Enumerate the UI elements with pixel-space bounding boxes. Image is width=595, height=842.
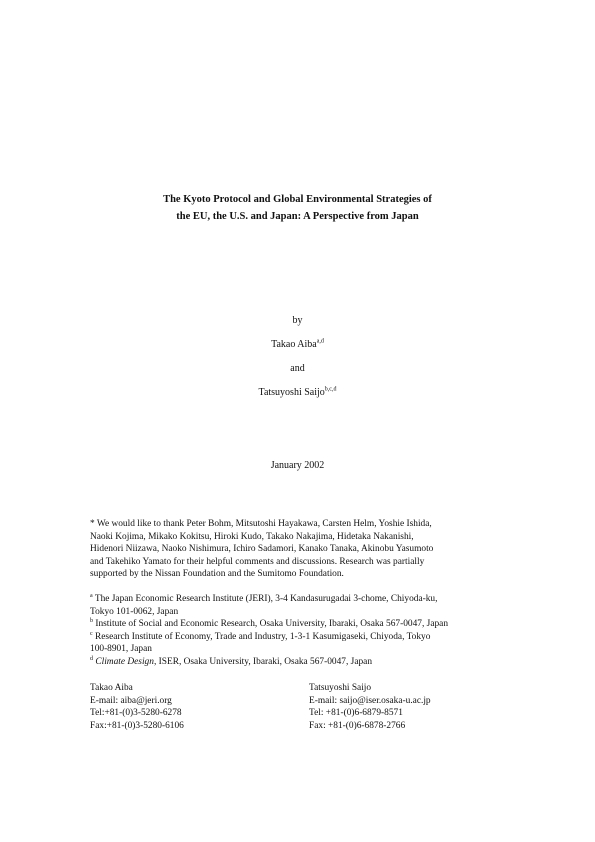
- affiliation-a-cont: Tokyo 101-0062, Japan: [90, 606, 179, 617]
- affiliation-d: $^d$ Climate Design, ISER, Osaka University, Ibaraki, Osaka 567-0047, Japan: [90, 655, 373, 667]
- ack-marker: *: [90, 519, 95, 529]
- affiliation-b: $^b$ Institute of Social and Economic Research, Osaka University, Ibaraki, Osaka 567-0047, Japan: [90, 618, 449, 630]
- contact-right: [309, 682, 431, 732]
- author-1: [0, 338, 595, 351]
- contact-email: E-mail: aiba@jeri.org: [90, 695, 172, 706]
- contact-tel: Tel: +81-(0)6-6879-8571: [309, 708, 403, 719]
- date: January 2002: [270, 460, 325, 471]
- byline-by: by: [292, 315, 303, 326]
- ack-line: Hidenori Niizawa, Naoko Nishimura, Ichiro Sadamori, Kanako Tanaka, Akinobu Yasumoto: [90, 544, 434, 555]
- affiliation-a: $^a$ The Japan Economic Research Institute (JERI), 3-4 Kandasurugadai 3-chome, Chiyoda-ku,: [90, 592, 438, 604]
- contact-email: E-mail: saijo@iser.osaka-u.ac.jp: [309, 695, 431, 706]
- contact-tel: Tel:+81-(0)3-5280-6278: [90, 708, 182, 719]
- author-2-name: Tatsuyoshi Saijo: [258, 387, 325, 398]
- ack-line: * We would like to thank Peter Bohm, Mitsutoshi Hayakawa, Carsten Helm, Yoshie Ishida,: [90, 519, 432, 529]
- byline-and: and: [290, 363, 305, 374]
- affiliation-list: [90, 593, 510, 669]
- contact-name: Tatsuyoshi Saijo: [309, 683, 372, 693]
- title-line-2: the EU, the U.S. and Japan: A Perspective from Japan: [176, 211, 419, 222]
- contact-fax: Fax: +81-(0)6-6878-2766: [309, 720, 406, 731]
- contact-fax: Fax:+81-(0)3-5280-6106: [90, 720, 184, 731]
- affiliation-c: $^c$ Research Institute of Economy, Trade and Industry, 1-3-1 Kasumigaseki, Chiyoda, Tokyo: [90, 630, 431, 642]
- author-2-affil-marks: b,c,d: [324, 386, 337, 393]
- affiliation-c-cont: 100-8901, Japan: [90, 644, 152, 655]
- author-2: [0, 386, 595, 399]
- contact-left: [90, 682, 184, 732]
- ack-line: supported by the Nissan Foundation and the Sumitomo Foundation.: [90, 569, 344, 580]
- ack-line: and Takehiko Yamato for their helpful comments and discussions. Research was partially: [90, 556, 425, 567]
- title-line-1: The Kyoto Protocol and Global Environmental Strategies of: [163, 194, 432, 205]
- author-1-name: Takao Aiba: [271, 339, 317, 350]
- acknowledgement-footnote: [90, 518, 510, 581]
- contact-name: Takao Aiba: [90, 683, 133, 693]
- ack-line: Naoki Kojima, Mikako Kokitsu, Hiroki Kudo, Takako Nakajima, Hidetaka Nakanishi,: [90, 531, 414, 542]
- paper-title: [0, 191, 595, 225]
- author-1-affil-marks: a,d: [316, 338, 324, 345]
